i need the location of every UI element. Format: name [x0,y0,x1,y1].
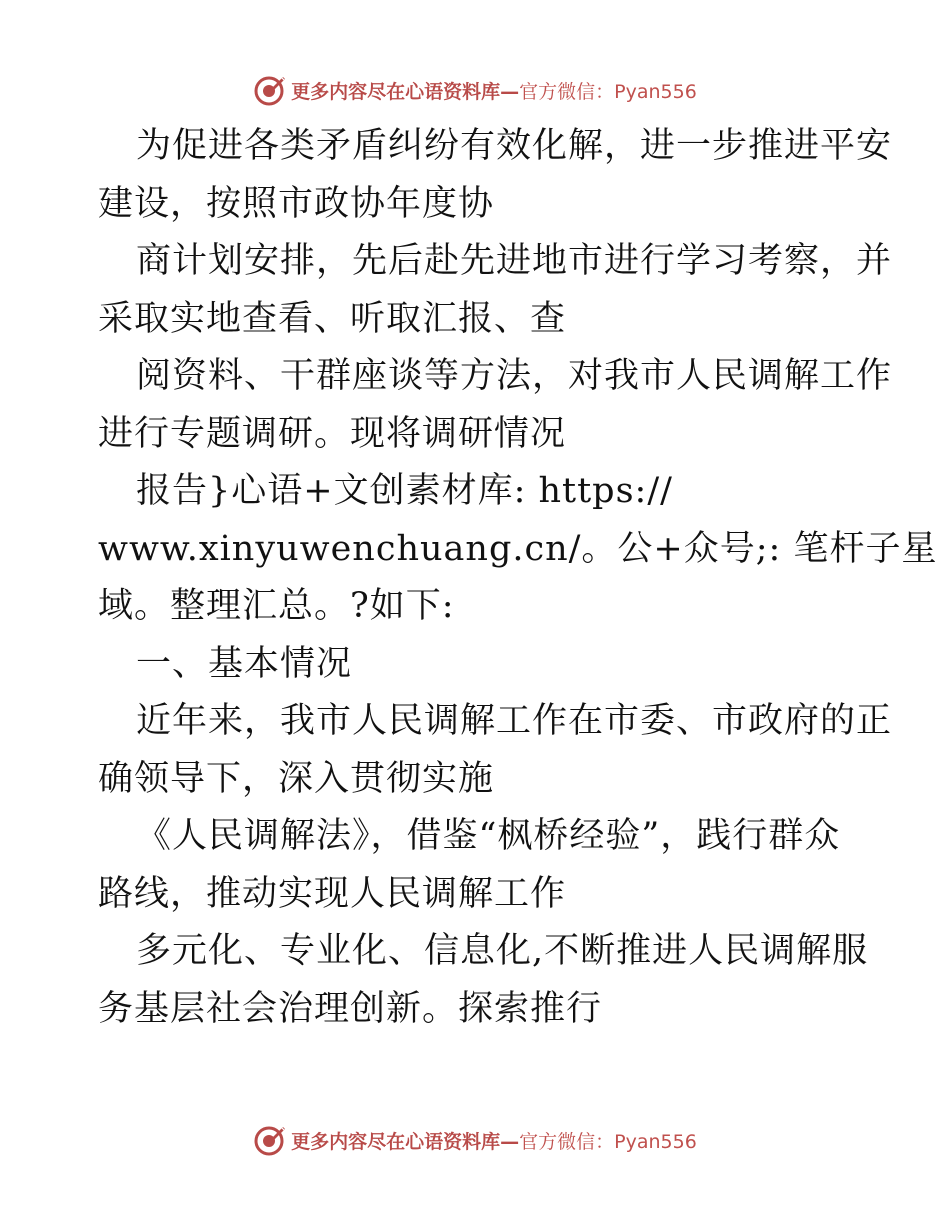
document-line: 建设，按照市政协年度协 [98,183,495,224]
document-line: 务基层社会治理创新。探索推行 [98,988,603,1029]
header-watermark-banner [0,70,950,110]
document-line: www.xinyuwenchuang.cn/。公+众号;: 笔杆子星 [98,528,938,569]
document-line: 为促进各类矛盾纠纷有效化解，进一步推进平安 [136,126,893,166]
document-line: 域。整理汇总。?如下: [98,586,455,626]
document-line: 进行专题调研。现将调研情况 [98,413,567,454]
document-line: 路线，推动实现人民调解工作 [98,873,567,914]
document-line: 多元化、专业化、信息化,不断推进人民调解服 [136,931,869,971]
footer-banner-text: 更多内容尽在心语资料库— [291,1130,520,1153]
document-line: 采取实地查看、听取汇报、查 [98,298,567,339]
document-line: 阅资料、干群座谈等方法，对我市人民调解工作 [136,356,893,396]
document-line: 《人民调解法》，借鉴“枫桥经验”，践行群众 [136,816,841,856]
document-line: 近年来，我市人民调解工作在市委、市政府的正 [136,701,893,741]
header-banner-wechat: 官方微信：Pyan556 [519,80,697,103]
pen-logo-icon [253,1123,287,1157]
document-line: 确领导下，深入贯彻实施 [98,758,495,799]
footer-banner-wechat: 官方微信：Pyan556 [519,1130,697,1153]
document-line: 一、基本情况 [136,643,353,684]
document-body [98,118,938,1038]
footer-watermark-banner [0,1120,950,1160]
header-banner-text: 更多内容尽在心语资料库— [291,80,520,103]
pen-logo-icon [253,73,287,107]
document-line: 商计划安排，先后赴先进地市进行学习考察，并 [136,241,893,281]
document-line: 报告}心语+文创素材库: https:// [136,471,673,511]
